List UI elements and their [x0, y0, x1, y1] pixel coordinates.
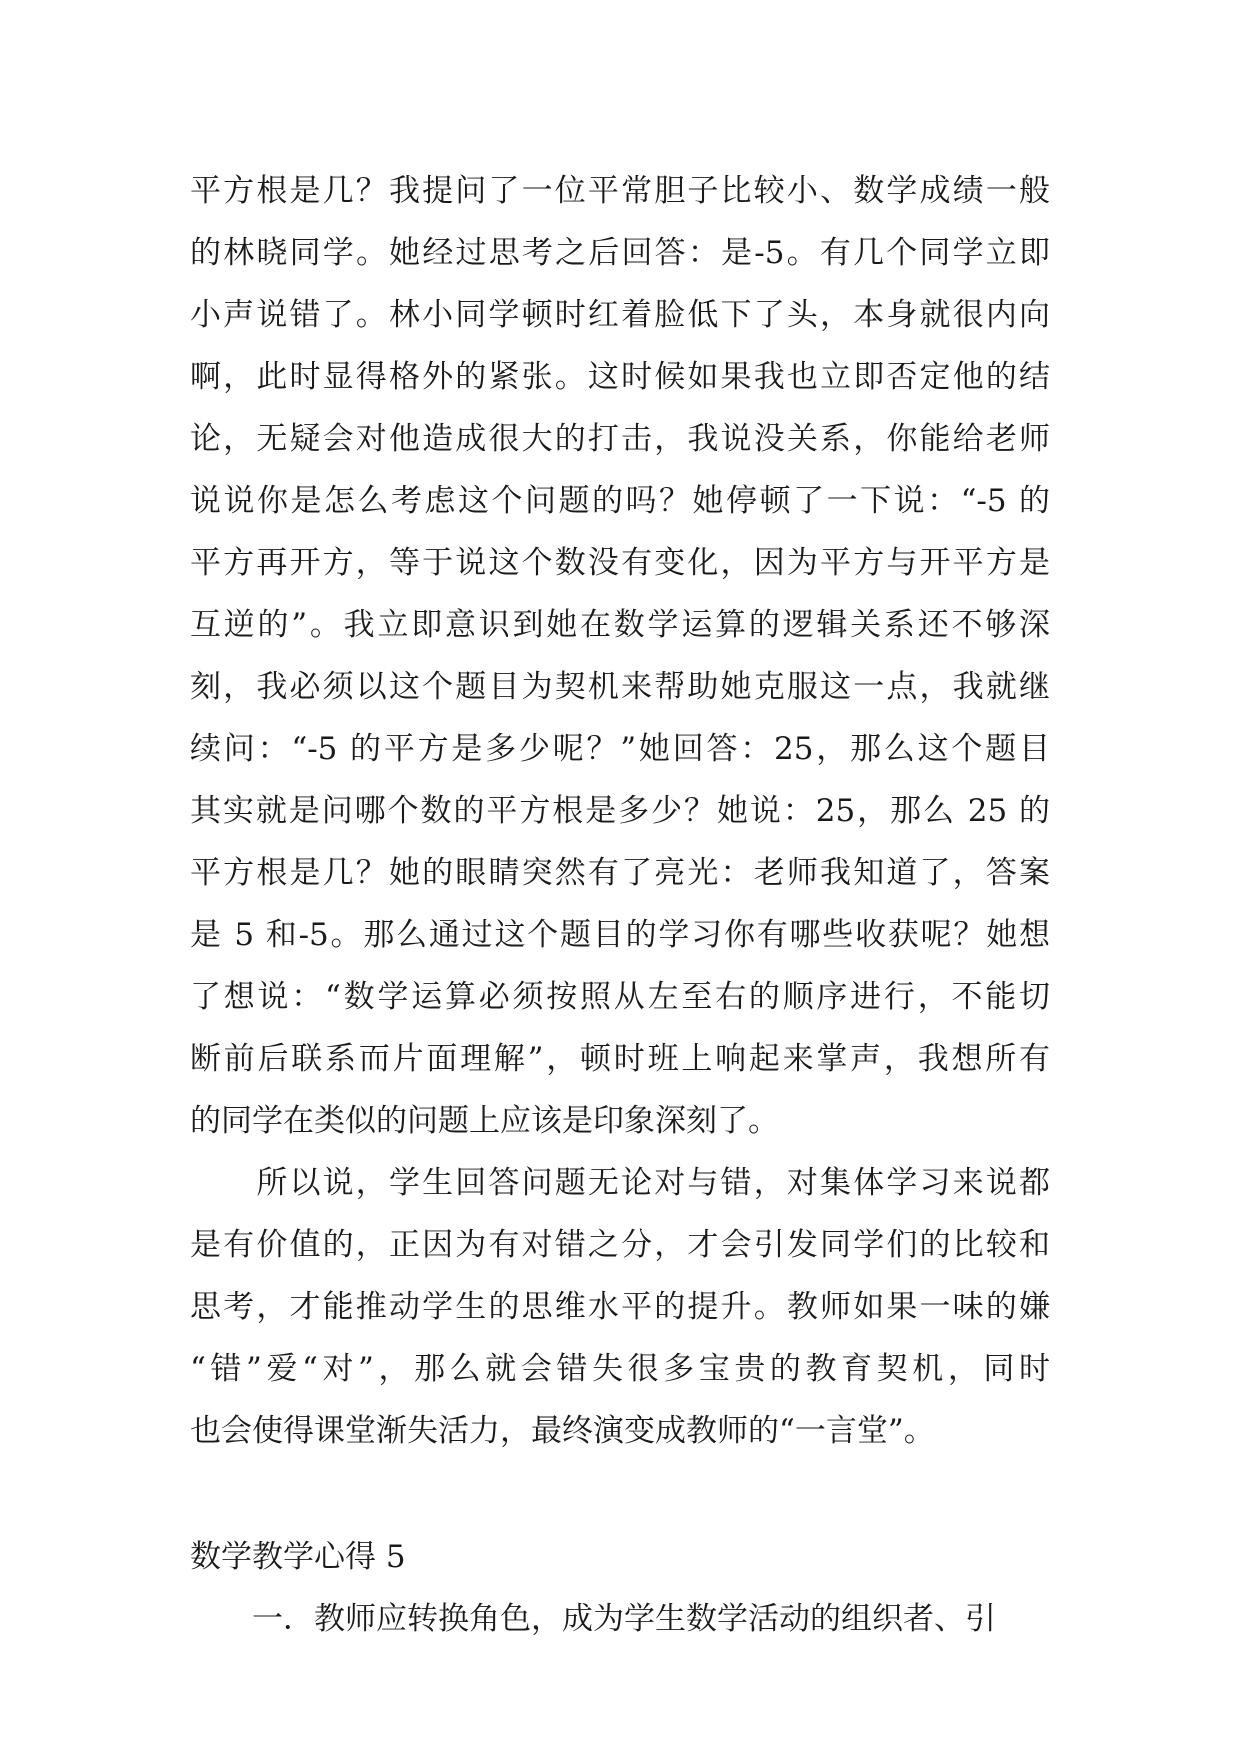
text-line: 思考，才能推动学生的思维水平的提升。教师如果一味的嫌: [190, 1289, 1050, 1325]
section-spacer: [190, 1462, 1050, 1526]
text-line: 刻，我必须以这个题目为契机来帮助她克服这一点，我就继: [190, 669, 1050, 705]
text-line: 互逆的”。我立即意识到她在数学运算的逻辑关系还不够深: [190, 607, 1050, 643]
text-line: 的同学在类似的问题上应该是印象深刻了。: [190, 1103, 779, 1139]
paragraph-1: [190, 160, 1050, 1152]
text-line: 续问：“-5 的平方是多少呢？”她回答：25，那么这个题目: [190, 731, 1050, 767]
section-heading: 数学教学心得 5: [190, 1539, 406, 1575]
text-line: 是 5 和-5。那么通过这个题目的学习你有哪些收获呢？她想: [190, 917, 1050, 953]
text-line: 说说你是怎么考虑这个问题的吗？她停顿了一下说：“-5 的: [190, 483, 1050, 519]
text-line: 是有价值的，正因为有对错之分，才会引发同学们的比较和: [190, 1227, 1050, 1263]
text-line: 所以说，学生回答问题无论对与错，对集体学习来说都: [190, 1165, 1050, 1201]
text-line: “错”爱“对”，那么就会错失很多宝贵的教育契机，同时: [190, 1351, 1050, 1387]
document-page: [190, 160, 1050, 1650]
text-line: 断前后联系而片面理解”，顿时班上响起来掌声，我想所有: [190, 1041, 1050, 1077]
text-line: 的林晓同学。她经过思考之后回答：是-5。有几个同学立即: [190, 235, 1050, 271]
text-line: 一．教师应转换角色，成为学生数学活动的组织者、引: [190, 1601, 996, 1637]
text-line: 其实就是问哪个数的平方根是多少？她说：25，那么 25 的: [190, 793, 1050, 829]
text-line: 论，无疑会对他造成很大的打击，我说没关系，你能给老师: [190, 421, 1050, 457]
paragraph-2: [190, 1152, 1050, 1462]
text-line: 了想说：“数学运算必须按照从左至右的顺序进行，不能切: [190, 979, 1050, 1015]
text-line: 平方再开方，等于说这个数没有变化，因为平方与开平方是: [190, 545, 1050, 581]
text-line: 也会使得课堂渐失活力，最终演变成教师的“一言堂”。: [190, 1413, 935, 1449]
text-line: 啊，此时显得格外的紧张。这时候如果我也立即否定他的结: [190, 359, 1050, 395]
text-line: 小声说错了。林小同学顿时红着脸低下了头，本身就很内向: [190, 297, 1050, 333]
text-line: 平方根是几？她的眼睛突然有了亮光：老师我知道了，答案: [190, 855, 1050, 891]
text-line: 平方根是几？我提问了一位平常胆子比较小、数学成绩一般: [190, 173, 1050, 209]
